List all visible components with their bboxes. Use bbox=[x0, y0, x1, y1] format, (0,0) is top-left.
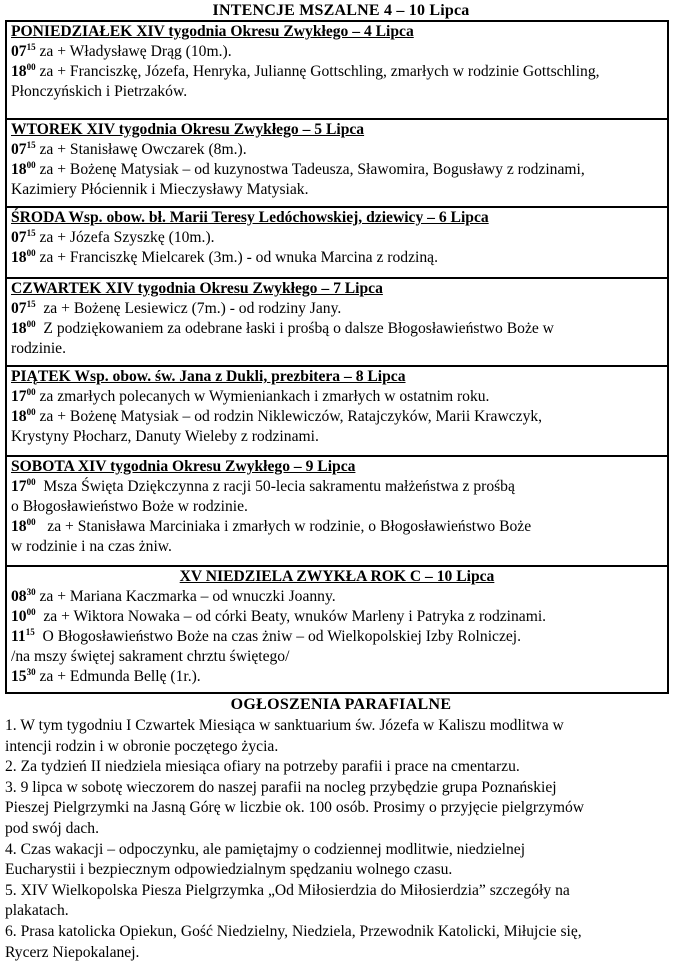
announcement-item bbox=[5, 716, 677, 757]
mass-hour: 18 bbox=[11, 63, 27, 80]
mass-minute: 00 bbox=[26, 387, 36, 397]
intention-text: za zmarłych polecanych w Wymieniankach i zmarłych w ostatnim roku. bbox=[35, 388, 490, 405]
mass-minute: 00 bbox=[26, 517, 36, 527]
announcement-line: 3. 9 lipca w sobotę wieczorem do naszej parafii na nocleg przybędzie grupa Poznańskiej bbox=[5, 778, 557, 796]
mass-hour: 07 bbox=[11, 300, 27, 317]
announcement-line: intencji rodzin i w obronie poczętego życia. bbox=[5, 737, 279, 755]
mass-time bbox=[11, 161, 36, 178]
intention-text: za + Stanisławę Owczarek (8m.). bbox=[35, 141, 247, 158]
mass-time bbox=[11, 408, 36, 425]
intention-text: za + Stanisława Marciniaka i zmarłych w rodzinie, o Błogosławieństwo Boże bbox=[35, 518, 532, 535]
mass-intention bbox=[11, 228, 663, 248]
mass-time bbox=[11, 300, 36, 317]
intention-text: Płonczyńskich i Pietrzaków. bbox=[11, 83, 188, 100]
mass-hour: 18 bbox=[11, 408, 27, 425]
mass-minute: 15 bbox=[26, 140, 36, 150]
announcement-line: 4. Czas wakacji – odpoczynku, ale pamiętajmy o codziennej modlitwie, niedzielnej bbox=[5, 840, 526, 858]
intention-text: /na mszy świętej sakrament chrztu świętego/ bbox=[11, 648, 290, 665]
day-header: ŚRODA Wsp. obow. bł. Marii Teresy Ledóchowskiej, dziewicy – 6 Lipca bbox=[11, 209, 489, 226]
announcement-line: Eucharystii i bezpiecznym odpowiedzialnym spędzaniu wolnego czasu. bbox=[5, 861, 453, 879]
announcements-list bbox=[5, 716, 677, 963]
announcement-line: 6. Prasa katolicka Opiekun, Gość Niedzielny, Niedziela, Przewodnik Katolicki, Miłujcie się, bbox=[5, 922, 582, 940]
mass-intention bbox=[11, 62, 663, 82]
mass-minute: 00 bbox=[26, 62, 36, 72]
mass-minute: 30 bbox=[26, 587, 36, 597]
intention-text: za + Edmunda Bellę (1r.). bbox=[35, 668, 201, 685]
mass-minute: 00 bbox=[26, 477, 36, 487]
mass-time bbox=[11, 668, 36, 685]
mass-minute: 15 bbox=[25, 627, 35, 637]
mass-intention-continued bbox=[11, 537, 663, 557]
mass-hour: 18 bbox=[11, 518, 27, 535]
mass-time bbox=[11, 249, 36, 266]
mass-intention bbox=[11, 299, 663, 319]
intention-text: za + Franciszkę Mielcarek (3m.) - od wnuka Marcina z rodziną. bbox=[35, 249, 438, 266]
intention-text: za + Franciszkę, Józefa, Henryka, Juliannę Gottschling, zmarłych w rodzinie Gottschling, bbox=[35, 63, 600, 80]
day-box bbox=[5, 118, 669, 208]
mass-intention bbox=[11, 140, 663, 160]
mass-hour: 07 bbox=[11, 229, 27, 246]
announcement-line: 1. W tym tygodniu I Czwartek Miesiąca w sanktuarium św. Józefa w Kaliszu modlitwa w bbox=[5, 717, 564, 734]
intention-text: w rodzinie i na czas żniw. bbox=[11, 538, 172, 555]
intention-text: Msza Święta Dziękczynna z racji 50-lecia sakramentu małżeństwa z prośbą bbox=[35, 478, 515, 495]
mass-intention bbox=[11, 587, 663, 607]
day-header: XV NIEDZIELA ZWYKŁA ROK C – 10 Lipca bbox=[179, 568, 495, 585]
mass-hour: 10 bbox=[11, 608, 27, 625]
mass-minute: 00 bbox=[26, 248, 36, 258]
mass-time bbox=[11, 388, 36, 405]
page-title: INTENCJE MSZALNE 4 – 10 Lipca bbox=[212, 2, 470, 19]
mass-intention-continued bbox=[11, 647, 663, 667]
day-header: SOBOTA XIV tygodnia Okresu Zwykłego – 9 Lipca bbox=[11, 458, 356, 475]
announcement-line: 5. XIV Wielkopolska Piesza Pielgrzymka „Od Miłosierdzia do Miłosierdzia” szczegóły na bbox=[5, 881, 570, 899]
mass-minute: 00 bbox=[26, 607, 36, 617]
mass-hour: 11 bbox=[11, 628, 26, 645]
mass-hour: 18 bbox=[11, 320, 27, 337]
day-box bbox=[5, 277, 669, 367]
mass-time bbox=[11, 229, 36, 246]
mass-intention bbox=[11, 477, 663, 497]
mass-hour: 08 bbox=[11, 588, 27, 605]
day-header: WTOREK XIV tygodnia Okresu Zwykłego – 5 Lipca bbox=[11, 121, 365, 138]
day-header: PIĄTEK Wsp. obow. św. Jana z Dukli, prezbitera – 8 Lipca bbox=[11, 368, 406, 385]
mass-minute: 00 bbox=[26, 407, 36, 417]
mass-intention-continued bbox=[11, 180, 663, 200]
intention-text: O Błogosławieństwo Boże na czas żniw – od Wielkopolskiej Izby Rolniczej. bbox=[34, 628, 522, 645]
mass-intention bbox=[11, 319, 663, 339]
mass-minute: 30 bbox=[26, 667, 36, 677]
mass-intention bbox=[11, 407, 663, 427]
mass-intention-continued bbox=[11, 339, 663, 359]
mass-intention-continued bbox=[11, 82, 663, 102]
mass-minute: 00 bbox=[26, 160, 36, 170]
mass-hour: 15 bbox=[11, 668, 27, 685]
announcement-line: pod swój dach. bbox=[5, 819, 99, 837]
mass-time bbox=[11, 320, 36, 337]
announcement-line: 2. Za tydzień II niedziela miesiąca ofiary na potrzeby parafii i prace na cmentarzu. bbox=[5, 758, 520, 776]
mass-time bbox=[11, 43, 36, 60]
mass-minute: 00 bbox=[26, 319, 36, 329]
mass-hour: 18 bbox=[11, 161, 27, 178]
intention-text: za + Mariana Kaczmarka – od wnuczki Joanny. bbox=[35, 588, 336, 605]
mass-time bbox=[11, 63, 36, 80]
mass-hour: 07 bbox=[11, 43, 27, 60]
intention-text: Krystyny Płocharz, Danuty Wieleby z rodzinami. bbox=[11, 428, 319, 445]
announcement-item bbox=[5, 881, 677, 922]
mass-intention-continued bbox=[11, 427, 663, 447]
announcements-title: OGŁOSZENIA PARAFIALNE bbox=[230, 696, 452, 713]
mass-minute: 15 bbox=[26, 299, 36, 309]
mass-intention bbox=[11, 248, 663, 268]
intention-text: za + Wiktora Nowaka – od córki Beaty, wnuków Marleny i Patryka z rodzinami. bbox=[35, 608, 547, 625]
day-box bbox=[5, 565, 669, 694]
day-box bbox=[5, 20, 669, 120]
intention-text: za + Bożenę Matysiak – od rodzin Niklewiczów, Ratajczyków, Marii Krawczyk, bbox=[35, 408, 543, 425]
mass-time bbox=[11, 478, 36, 495]
announcement-line: Rycerz Niepokalanej. bbox=[5, 943, 140, 961]
intention-text: Z podziękowaniem za odebrane łaski i prośbą o dalsze Błogosławieństwo Boże w bbox=[35, 320, 554, 337]
intention-text: o Błogosławieństwo Boże w rodzinie. bbox=[11, 498, 248, 515]
mass-minute: 15 bbox=[26, 228, 36, 238]
mass-hour: 17 bbox=[11, 478, 27, 495]
mass-time bbox=[11, 608, 36, 625]
intention-text: za + Władysławę Drąg (10m.). bbox=[35, 43, 232, 60]
day-box bbox=[5, 455, 669, 567]
intention-text: za + Bożenę Matysiak – od kuzynostwa Tadeusza, Sławomira, Bogusławy z rodzinami, bbox=[35, 161, 585, 178]
mass-intention bbox=[11, 42, 663, 62]
mass-intention bbox=[11, 627, 663, 647]
announcement-line: Pieszej Pielgrzymki na Jasną Górę w liczbie ok. 100 osób. Prosimy o przyjęcie pielgrzymów bbox=[5, 799, 585, 817]
announcement-item bbox=[5, 922, 677, 963]
day-header: CZWARTEK XIV tygodnia Okresu Zwykłego – 7 Lipca bbox=[11, 280, 383, 297]
mass-intention bbox=[11, 607, 663, 627]
announcement-item bbox=[5, 778, 677, 840]
intention-text: Kazimiery Płóciennik i Mieczysławy Matysiak. bbox=[11, 181, 309, 198]
intention-text: za + Bożenę Lesiewicz (7m.) - od rodziny Jany. bbox=[35, 300, 342, 317]
mass-time bbox=[11, 628, 35, 645]
day-box bbox=[5, 206, 669, 279]
mass-minute: 15 bbox=[26, 42, 36, 52]
day-header: PONIEDZIAŁEK XIV tygodnia Okresu Zwykłego – 4 Lipca bbox=[11, 23, 414, 40]
mass-time bbox=[11, 588, 36, 605]
announcement-line: plakatach. bbox=[5, 902, 69, 920]
mass-hour: 07 bbox=[11, 141, 27, 158]
mass-time bbox=[11, 141, 36, 158]
intention-text: rodzinie. bbox=[11, 340, 66, 357]
mass-intention-continued bbox=[11, 497, 663, 517]
mass-intention bbox=[11, 667, 663, 687]
day-box bbox=[5, 365, 669, 457]
intention-text: za + Józefa Szyszkę (10m.). bbox=[35, 229, 215, 246]
announcement-item bbox=[5, 840, 677, 881]
mass-intention bbox=[11, 160, 663, 180]
announcement-item bbox=[5, 757, 677, 778]
mass-intention bbox=[11, 517, 663, 537]
mass-hour: 18 bbox=[11, 249, 27, 266]
mass-hour: 17 bbox=[11, 388, 27, 405]
mass-intention bbox=[11, 387, 663, 407]
mass-time bbox=[11, 518, 36, 535]
